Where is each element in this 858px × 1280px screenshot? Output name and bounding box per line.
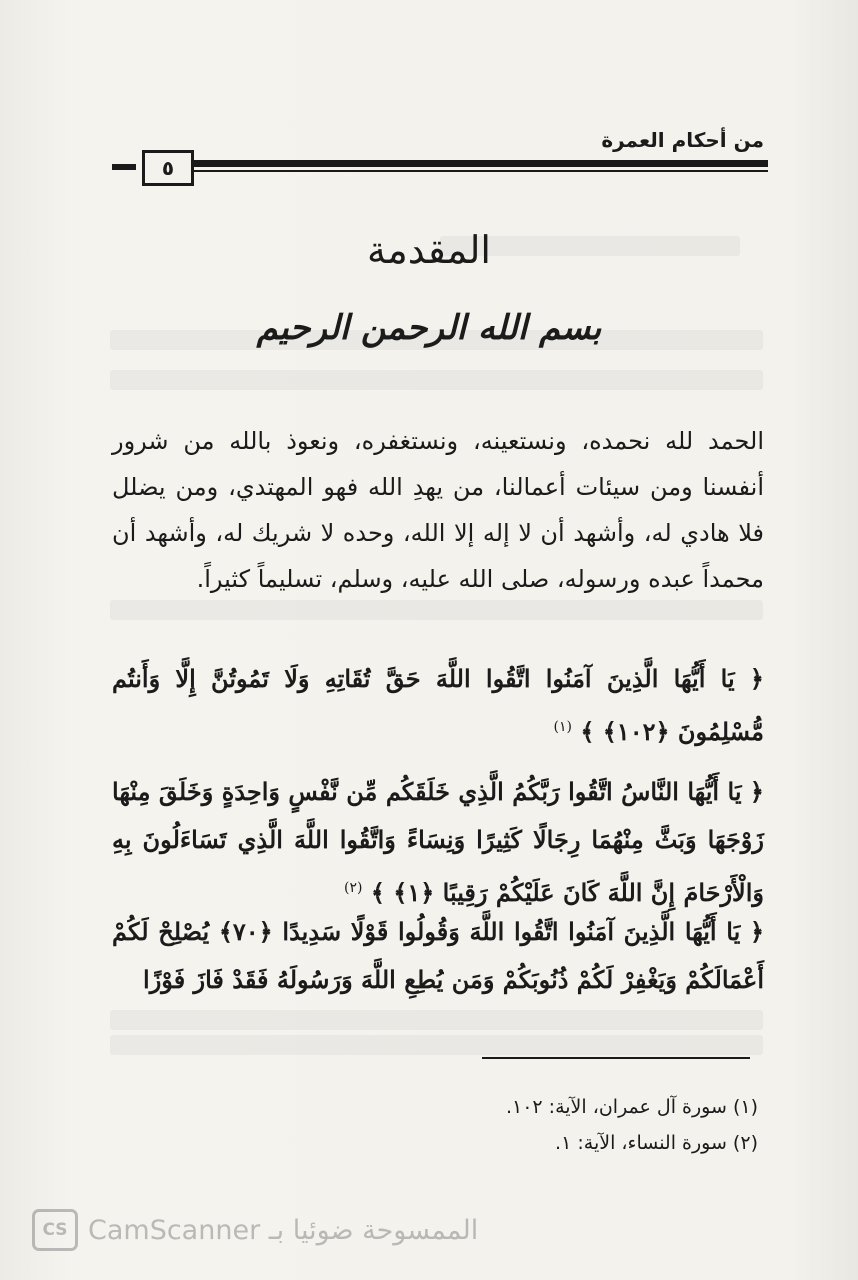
quran-verse-3 xyxy=(112,908,764,1004)
running-title: من أحكام العمرة xyxy=(601,128,764,152)
quran-verse-1 xyxy=(112,655,764,756)
bleed-through xyxy=(110,1010,763,1030)
verse-text: ﴿ يَا أَيُّهَا الَّذِينَ آمَنُوا اتَّقُوا اللَّهَ حَقَّ تُقَاتِهِ وَلَا تَمُوتُنَّ إِلَّا وَأَنتُم مُّسْلِمُونَ ﴿١٠٢﴾ ﴾ xyxy=(112,664,764,746)
page-header xyxy=(112,128,768,188)
verse-text: ﴿ يَا أَيُّهَا النَّاسُ اتَّقُوا رَبَّكُمُ الَّذِي خَلَقَكُم مِّن نَّفْسٍ وَاحِدَةٍ وَخَلَقَ مِنْهَا زَوْجَهَا وَبَثَّ مِنْهُمَا رِجَالًا كَثِيرًا وَنِسَاءً وَاتَّقُوا اللَّهَ الَّذِي تَسَاءَلُونَ بِهِ وَالْأَرْحَامَ إِنَّ اللَّهَ كَانَ عَلَيْكُمْ رَقِيبًا ﴿١﴾ ﴾ xyxy=(112,777,764,907)
footnote-ref: (١) xyxy=(553,719,572,735)
camscanner-logo-icon: CS xyxy=(32,1209,78,1251)
intro-paragraph: الحمد لله نحمده، ونستعينه، ونستغفره، ونعوذ بالله من شرور أنفسنا ومن سيئات أعمالنا، من يهدِ الله فهو المهتدي، ومن يضلل فلا هادي له، وأشهد أن لا إله إلا الله، وحده لا شريك له، وأشهد أن محمداً عبده ورسوله، صلى الله عليه، وسلم، تسليماً كثيراً. xyxy=(112,427,764,593)
bleed-through xyxy=(110,370,763,390)
bleed-through xyxy=(110,1035,763,1055)
footnote-ref: (٢) xyxy=(344,880,363,896)
footnote-1: (١) سورة آل عمران، الآية: ١٠٢. xyxy=(505,1096,758,1118)
header-rule-thick xyxy=(192,160,768,167)
footnote-separator xyxy=(482,1057,750,1059)
scanner-watermark xyxy=(32,1206,512,1254)
header-rule-thin xyxy=(192,170,768,172)
page-number: ٥ xyxy=(142,150,194,186)
watermark-text: CamScanner الممسوحة ضوئيا بـ xyxy=(88,1214,479,1246)
bleed-through xyxy=(110,600,763,620)
footnote-2: (٢) سورة النساء، الآية: ١. xyxy=(555,1132,758,1154)
chapter-title: المقدمة xyxy=(366,228,491,272)
basmala: بسم الله الرحمن الرحيم xyxy=(256,308,602,348)
quran-verse-2 xyxy=(112,768,764,917)
verse-text: ﴿ يَا أَيُّهَا الَّذِينَ آمَنُوا اتَّقُوا اللَّهَ وَقُولُوا قَوْلًا سَدِيدًا ﴿٧٠﴾ يُصْلِحْ لَكُمْ أَعْمَالَكُمْ وَيَغْفِرْ لَكُمْ ذُنُوبَكُمْ وَمَن يُطِعِ اللَّهَ وَرَسُولَهُ فَقَدْ فَازَ فَوْزًا xyxy=(112,917,765,994)
header-rule-left xyxy=(112,164,136,170)
